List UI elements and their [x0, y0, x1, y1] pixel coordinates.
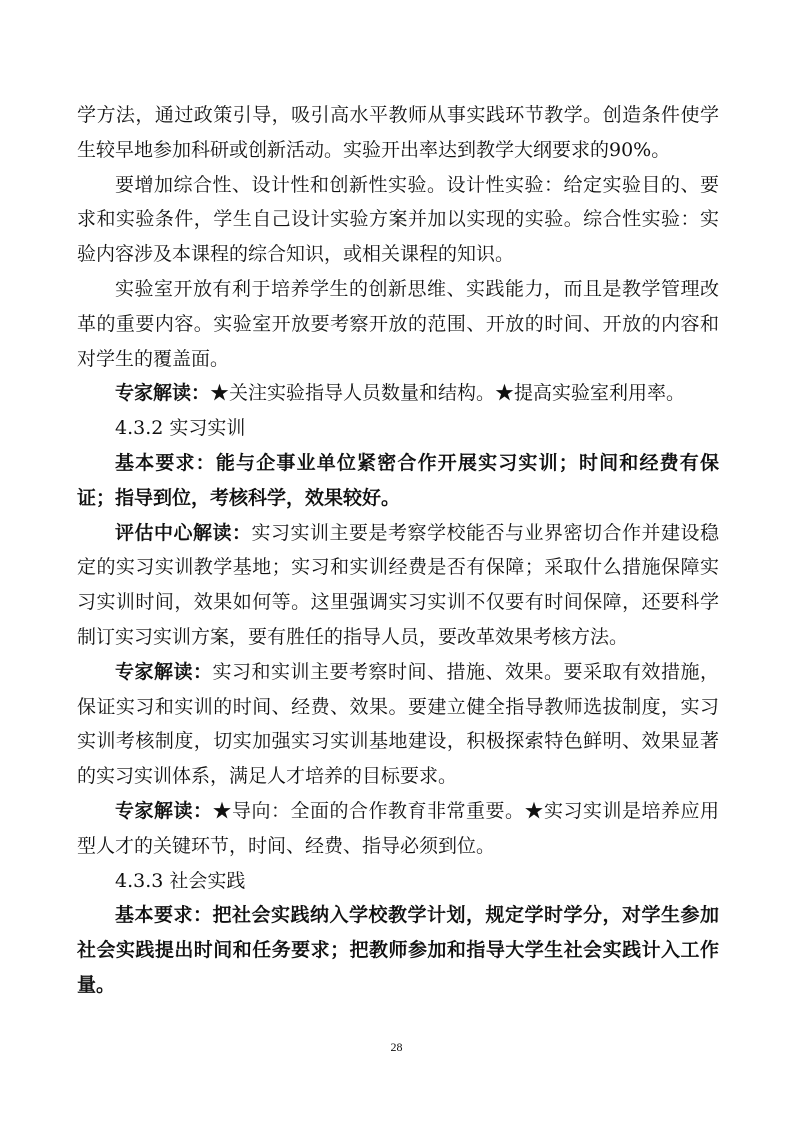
- paragraph-text: 学方法，通过政策引导，吸引高水平教师从事实践环节教学。创造条件使学生较早地参加科研或创新活动。实验开出率达到教学大纲要求的90%。: [77, 104, 719, 161]
- paragraph-text: ★关注实验指导人员数量和结构。★提高实验室利用率。: [210, 382, 686, 405]
- expert-reading-label: 专家解读：: [115, 799, 213, 822]
- basic-requirement-text: 能与企事业单位紧密合作开展实习实训；时间和经费有保证；指导到位，考核科学，效果较好。: [77, 451, 719, 509]
- paragraph-text: 要增加综合性、设计性和创新性实验。设计性实验：给定实验目的、要求和实验条件，学生自己设计实验方案并加以实现的实验。综合性实验：实验内容涉及本课程的综合知识，或相关课程的知识。: [77, 173, 719, 266]
- expert-reading-label: 专家解读：: [115, 660, 213, 683]
- paragraph-text: 实验室开放有利于培养学生的创新思维、实践能力，而且是教学管理改革的重要内容。实验室开放要考察开放的范围、开放的时间、开放的内容和对学生的覆盖面。: [77, 277, 719, 370]
- section-heading-4-3-2: 4.3.2 实习实训: [115, 417, 246, 440]
- center-reading-4-3-2: [77, 516, 719, 655]
- basic-requirement-4-3-2: [77, 446, 719, 516]
- page-number: 28: [390, 1040, 403, 1054]
- paragraph-lab-open: [77, 272, 719, 376]
- expert-reading-text: 实习和实训主要考察时间、措施、效果。要采取有效措施，保证实习和实训的时间、经费、效果。要建立健全指导教师选拔制度，实习实训考核制度，切实加强实习实训基地建设，积极探索特色鲜明、效果显著的实习实训体系，满足人才培养的目标要求。: [77, 660, 719, 788]
- section-heading-4-3-3: 4.3.3 社会实践: [115, 869, 246, 892]
- document-body: [77, 98, 719, 1003]
- basic-requirement-text: 把社会实践纳入学校教学计划，规定学时学分，对学生参加社会实践提出时间和任务要求；把教师参加和指导大学生社会实践计入工作量。: [77, 904, 719, 996]
- expert-reading-text: ★导向：全面的合作教育非常重要。★实习实训是培养应用型人才的关键环节，时间、经费、指导必须到位。: [77, 799, 719, 857]
- center-reading-text: 实习实训主要是考察学校能否与业界密切合作并建设稳定的实习实训教学基地；实习和实训经费是否有保障；采取什么措施保障实习实训时间，效果如何等。这里强调实习实训不仅要有时间保障，还要科学制订实习实训方案，要有胜任的指导人员，要改革效果考核方法。: [77, 521, 719, 648]
- center-reading-label: 评估中心解读：: [115, 521, 252, 544]
- expert-reading-4-3-2-a: [77, 655, 719, 794]
- expert-reading-label: 专家解读：: [115, 382, 211, 405]
- paragraph-experiments: [77, 168, 719, 272]
- expert-reading-4-3-2-b: [77, 794, 719, 864]
- paragraph-continuation: [77, 98, 719, 168]
- basic-requirement-label: 基本要求：: [115, 904, 213, 927]
- basic-requirement-label: 基本要求：: [115, 451, 216, 474]
- paragraph-expert-reading: [77, 376, 719, 411]
- basic-requirement-4-3-3: [77, 898, 719, 1002]
